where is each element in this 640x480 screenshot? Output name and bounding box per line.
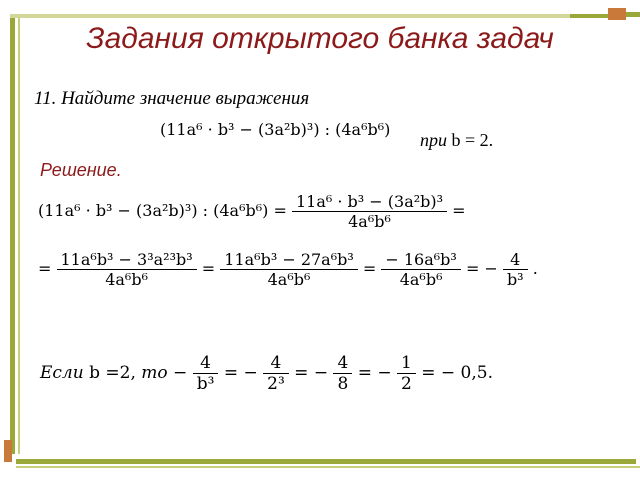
- final-fraction-2: [263, 353, 289, 394]
- final-condition: b =2,: [89, 363, 136, 383]
- final-then-word: то: [141, 363, 168, 383]
- final-f1-numerator: 4: [200, 353, 211, 373]
- step2-f4-denominator: b³: [503, 269, 528, 289]
- solution-label: Решение.: [40, 160, 122, 180]
- step-line-1: [38, 192, 466, 231]
- condition-word: при: [420, 130, 447, 150]
- step2-fraction-2: [220, 250, 358, 289]
- step2-fraction-4: [503, 250, 528, 289]
- final-f1-denominator: b³: [193, 373, 219, 394]
- task-statement: 11. Найдите значение выражения: [34, 88, 310, 109]
- step2-fraction-3: [381, 250, 460, 289]
- condition-value: b = 2.: [451, 130, 494, 150]
- task-expression: (11a⁶ · b³ − (3a²b)³) : (4a⁶b⁶): [160, 120, 391, 139]
- step2-f3-denominator: 4a⁶b⁶: [381, 269, 460, 289]
- final-fraction-4: [397, 353, 416, 394]
- step2-eq3: = −: [465, 259, 498, 278]
- top-right-accent-bar: [626, 12, 640, 17]
- step2-f4-numerator: 4: [510, 250, 521, 269]
- final-f3-denominator: 8: [333, 373, 352, 394]
- top-right-accent-line: [570, 14, 610, 18]
- final-result: = − 0,5.: [421, 363, 494, 383]
- step2-f3-numerator: − 16a⁶b³: [385, 250, 457, 269]
- slide-title: Задания открытого банка задач: [86, 22, 554, 55]
- step2-f2-numerator: 11a⁶b³ − 27a⁶b³: [224, 250, 354, 269]
- step2-period: .: [532, 259, 538, 278]
- final-fraction-1: [193, 353, 219, 394]
- task-condition: [420, 130, 493, 151]
- step2-f1-numerator: 11a⁶b³ − 3³a²³b³: [60, 250, 193, 269]
- final-f2-numerator: 4: [270, 353, 282, 373]
- top-right-accent-block: [608, 8, 626, 20]
- final-if-word: Если: [40, 363, 84, 383]
- step1-denominator: 4a⁶b⁶: [292, 211, 447, 231]
- final-line: [40, 353, 493, 394]
- final-eq3: = −: [357, 363, 392, 383]
- step2-eq1: =: [201, 259, 216, 278]
- left-border-line: [18, 14, 20, 454]
- step2-f1-denominator: 4a⁶b⁶: [57, 269, 197, 289]
- final-eq1: = −: [223, 363, 258, 383]
- step1-numerator: 11a⁶ · b³ − (3a²b)³: [295, 192, 444, 211]
- step2-fraction-1: [57, 250, 197, 289]
- final-f4-denominator: 2: [397, 373, 416, 394]
- step1-fraction: [292, 192, 447, 231]
- step2-f2-denominator: 4a⁶b⁶: [220, 269, 358, 289]
- bottom-border-bar: [16, 459, 636, 464]
- final-minus: −: [173, 363, 188, 383]
- step2-eq2: =: [362, 259, 377, 278]
- final-f3-numerator: 4: [337, 353, 349, 373]
- final-fraction-3: [333, 353, 352, 394]
- final-eq2: = −: [294, 363, 329, 383]
- step1-left: (11a⁶ · b³ − (3a²b)³) : (4a⁶b⁶) =: [38, 201, 287, 220]
- step2-eq0: =: [38, 259, 52, 278]
- final-f2-denominator: 2³: [263, 373, 289, 394]
- bottom-left-accent-block: [4, 440, 12, 462]
- final-f4-numerator: 1: [401, 353, 412, 373]
- step-line-2: [38, 250, 538, 289]
- left-border-bar: [10, 14, 15, 454]
- bottom-border-line: [16, 466, 640, 468]
- top-border-bar: [10, 14, 570, 18]
- step1-equals: =: [452, 201, 466, 220]
